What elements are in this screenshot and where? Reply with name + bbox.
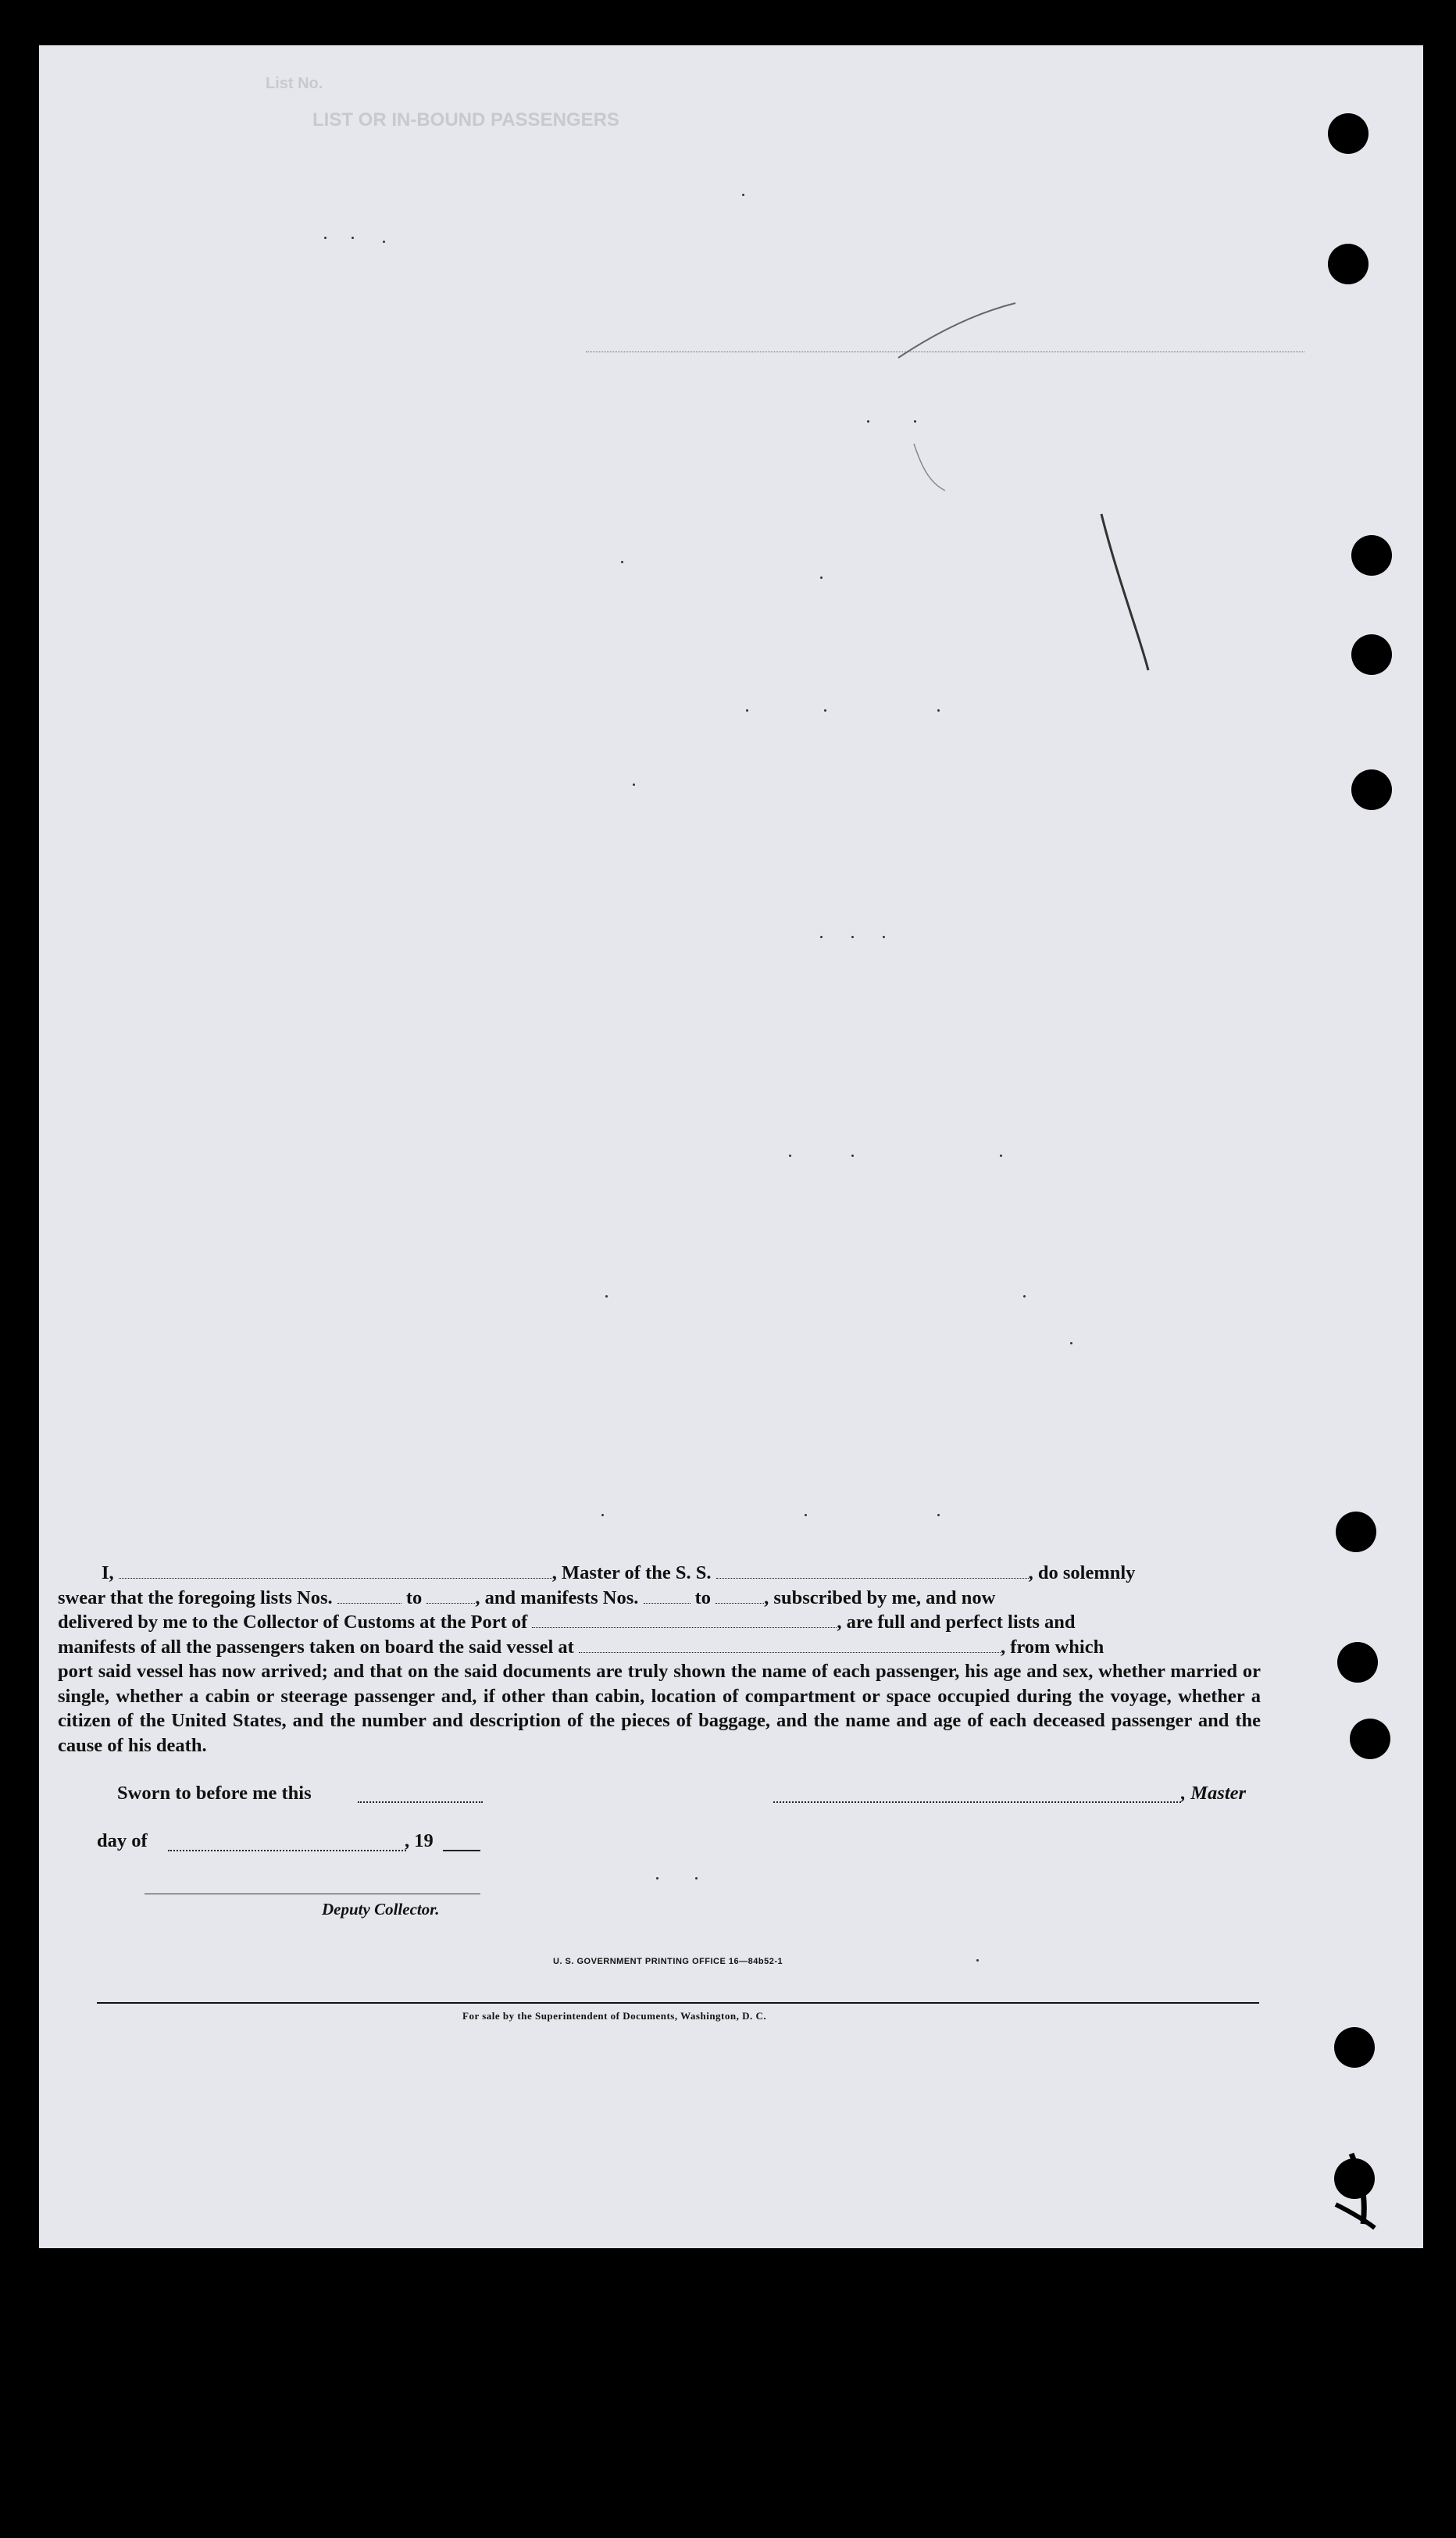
punch-hole [1351,769,1392,810]
list-from-blank[interactable] [337,1589,401,1604]
month-blank[interactable] [168,1850,406,1851]
oath-subscribed: , subscribed by me, and now [764,1587,996,1608]
gpo-imprint: U. S. GOVERNMENT PRINTING OFFICE 16—84b52-1 [553,1957,783,1966]
pen-strokes [39,45,1423,826]
year-blank[interactable] [443,1850,480,1851]
punch-hole [1328,244,1369,284]
list-to-blank[interactable] [426,1589,475,1604]
master-name-blank[interactable] [119,1564,552,1579]
bottom-rule [97,2002,1259,2004]
oath-paragraph [58,1561,1261,1758]
oath-rest: port said vessel has now arrived; and that on the said documents are truly shown the name of each passenger, his age and sex, whether married or single, whether a cabin or steerage passenger and, if other than cabin, location of compartment or space occupied during the voyage, whether a citizen of the United States, and the number and description of the pieces of baggage, and the name and age of each deceased passenger and the cause of his death. [58,1661,1261,1756]
oath-to-2: to [694,1587,712,1608]
sale-imprint: For sale by the Superintendent of Documents, Washington, D. C. [462,2010,767,2022]
sworn-date-blank[interactable] [358,1801,483,1803]
speck [820,936,823,938]
oath-manifests-all: manifests of all the passengers taken on board the said vessel at [58,1636,574,1658]
oath-from-which: , from which [1000,1636,1104,1658]
speck [695,1877,698,1879]
punch-hole [1328,113,1369,154]
speck [1070,1342,1072,1344]
deputy-collector-label: Deputy Collector. [322,1900,440,1919]
speck [789,1155,791,1157]
punch-hole [1336,1512,1376,1552]
speck [656,1877,658,1879]
manifest-to-blank[interactable] [716,1589,764,1604]
oath-solemnly: , do solemnly [1028,1562,1136,1583]
speck [601,1514,604,1516]
document-sheet [39,45,1423,2248]
speck [937,1514,940,1516]
master-signature-blank[interactable] [773,1801,1181,1803]
punch-hole [1350,1719,1390,1759]
oath-i: I, [102,1562,114,1583]
faint-list-no: List No. [266,75,323,92]
speck [851,1155,854,1157]
speck [805,1514,807,1516]
day-of-label: day of [97,1830,148,1851]
oath-to-1: to [405,1587,423,1608]
departure-port-blank[interactable] [579,1638,1001,1653]
oath-delivered: delivered by me to the Collector of Customs at the Port of [58,1612,528,1633]
punch-hole [1351,634,1392,675]
speck [851,936,854,938]
punch-hole [1337,1642,1378,1683]
speck [1000,1155,1002,1157]
master-label: , Master [1181,1783,1247,1804]
sworn-label: Sworn to before me this [117,1783,312,1804]
punch-hole [1351,535,1392,576]
manifest-from-blank[interactable] [644,1589,691,1604]
faint-title: LIST OR IN-BOUND PASSENGERS [312,109,619,130]
oath-manifests: , and manifests Nos. [475,1587,639,1608]
speck [976,1959,979,1962]
speck [1023,1295,1026,1298]
year-prefix: , 19 [405,1830,434,1851]
vessel-name-blank[interactable] [716,1564,1029,1579]
oath-swear: swear that the foregoing lists Nos. [58,1587,333,1608]
punch-hole [1334,2027,1375,2068]
speck [605,1295,608,1298]
oath-master-ss: , Master of the S. S. [551,1562,712,1583]
handwritten-mark [1328,2150,1398,2236]
port-blank[interactable] [532,1613,837,1628]
speck [883,936,885,938]
oath-full: , are full and perfect lists and [837,1612,1076,1633]
